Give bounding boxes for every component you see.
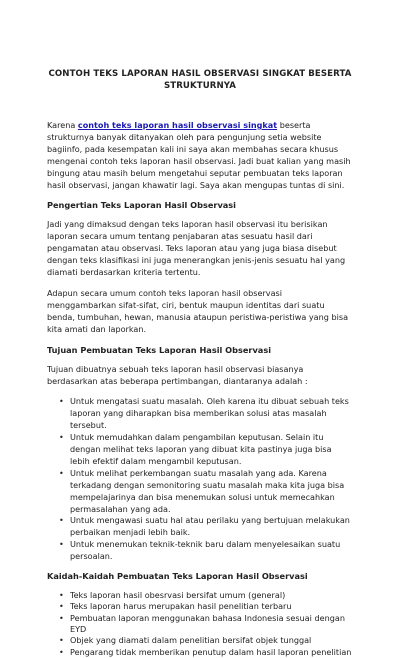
- bullet-icon: •: [59, 539, 64, 550]
- intro-prefix: Karena: [47, 120, 78, 130]
- bullet-icon: •: [59, 646, 64, 657]
- bullet-icon: •: [59, 612, 64, 623]
- list-item-text: Teks laporan harus merupakan hasil penelitian terbaru: [70, 601, 292, 612]
- list-item: [47, 396, 353, 432]
- intro-paragraph: [47, 120, 353, 191]
- list-item: [47, 590, 353, 601]
- list-item: [47, 515, 353, 539]
- list-item-text: Pengarang tidak memberikan penutup dalam hasil laporan penelitian: [70, 646, 352, 657]
- bullet-icon: •: [59, 396, 64, 407]
- list-item: [47, 647, 353, 658]
- bullet-icon: •: [59, 432, 64, 443]
- list-item-text: Untuk mengatasi suatu masalah. Oleh karena itu dibuat sebuah teks laporan yang diharapkan bisa memberikan solusi atas masalah tersebut.: [70, 396, 349, 431]
- list-item-text: Pembuatan laporan menggunakan bahasa Indonesia sesuai dengan EYD: [70, 612, 345, 634]
- list-item-text: Untuk melihat perkembangan suatu masalah yang ada. Karena terkadang dengan semonitoring suatu masalah maka kita juga bisa mempelajarinya dan bisa menemukan solusi untuk memecahkan permasalahan yang ada.: [70, 467, 345, 514]
- section-heading-pengertian: Pengertian Teks Laporan Hasil Observasi: [47, 200, 236, 211]
- list-item: [47, 539, 353, 563]
- bullet-icon: •: [59, 467, 64, 478]
- pengertian-paragraph-2: Adapun secara umum contoh teks laporan hasil observasi menggambarkan sifat-sifat, ciri, bentuk maupun identitas dari suatu benda, tumbuhan, hewan, manusia ataupun peristiwa-peristiwa yang bisa kita amati dan laporkan.: [47, 287, 349, 334]
- kaidah-list: [47, 590, 353, 658]
- list-item: [47, 468, 353, 516]
- article-link[interactable]: contoh teks laporan hasil observasi singkat: [77, 120, 278, 130]
- intro-text: beserta strukturnya banyak ditanyakan oleh para pengunjung setia website bagiinfo, pada kesempatan kali ini saya akan membahas secara khusus mengenai contoh teks laporan hasil observasi. Jadi buat kalian yang masih bingung atau masih belum mengetahui seputar pembuatan teks laporan hasil observasi, jangan khawatir lagi. Saya akan mengupas tuntas di sini.: [47, 120, 351, 190]
- list-item-text: Teks laporan hasil obesrvasi bersifat umum (general): [70, 590, 286, 601]
- list-item-text: Untuk mengawasi suatu hal atau perilaku yang bertujuan melakukan perbaikan menjadi lebih baik.: [70, 515, 350, 538]
- list-item: [47, 601, 353, 612]
- section-heading-kaidah: Kaidah-Kaidah Pembuatan Teks Laporan Hasil Observasi: [47, 571, 308, 582]
- list-item: [47, 432, 353, 468]
- list-item-text: Objek yang diamati dalam penelitian bersifat objek tunggal: [70, 635, 312, 646]
- section-heading-tujuan: Tujuan Pembuatan Teks Laporan Hasil Observasi: [47, 344, 271, 355]
- bullet-icon: •: [59, 590, 64, 601]
- list-item-text: Untuk memudahkan dalam pengambilan keputusan. Selain itu dengan melihat teks laporan yang dibuat kita pastinya juga bisa lebih efektif dalam mengambil keputusan.: [70, 432, 332, 466]
- tujuan-paragraph: Tujuan dibuatnya sebuah teks laporan hasil observasi biasanya berdasarkan atas beberapa pertimbangan, diantaranya adalah :: [47, 363, 308, 386]
- bullet-icon: •: [59, 635, 64, 646]
- document-title: CONTOH TEKS LAPORAN HASIL OBSERVASI SINGKAT BESERTA STRUKTURNYA: [48, 69, 352, 91]
- bullet-icon: •: [59, 601, 64, 612]
- bullet-icon: •: [59, 515, 64, 526]
- list-item: [47, 635, 353, 646]
- list-item-text: Untuk menemukan teknik-teknik baru dalam menyelesaikan suatu persoalan.: [70, 539, 341, 562]
- pengertian-paragraph-1: Jadi yang dimaksud dengan teks laporan hasil observasi itu berisikan laporan secara umum tentang penjabaran atas sesuatu hasil dari pengamatan atau observasi. Teks laporan atau yang juga biasa disebut dengan teks klasifikasi ini juga menerangkan jenis-jenis sesuatu hal yang diamati berdasarkan kriteria tertentu.: [47, 219, 346, 278]
- tujuan-list: [47, 396, 353, 563]
- list-item: [47, 613, 353, 636]
